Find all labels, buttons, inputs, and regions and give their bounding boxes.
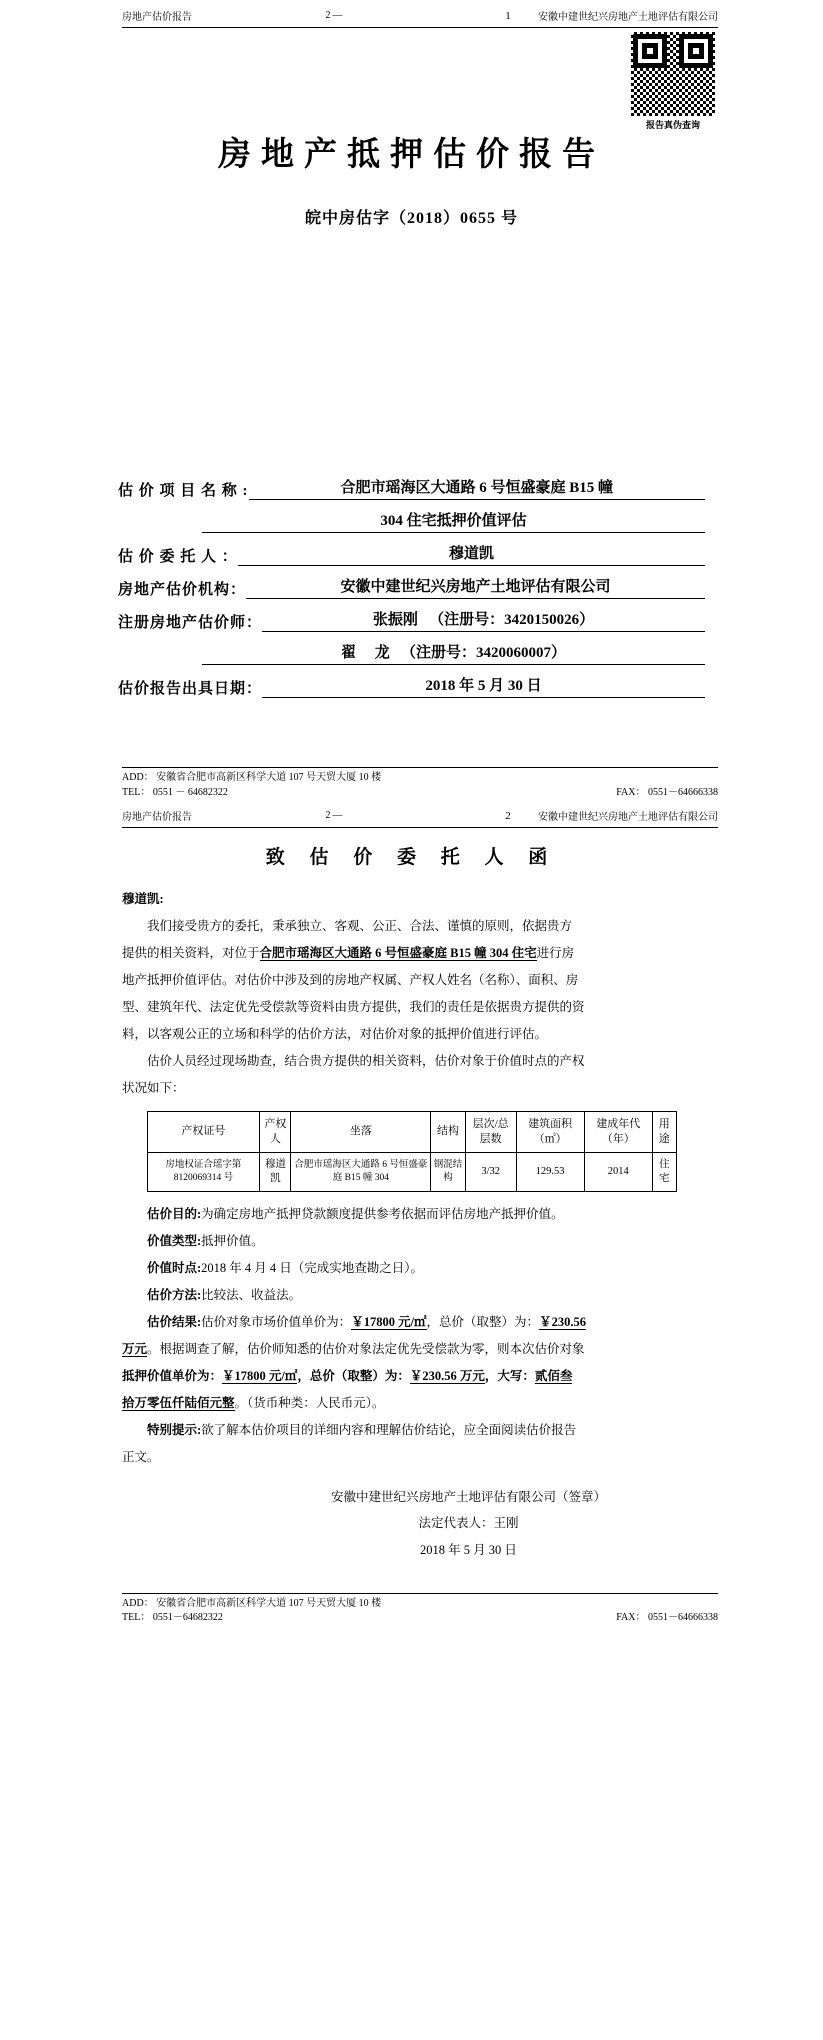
field-appraisal-agency [118,575,705,599]
subject-property-emphasis: 合肥市瑶海区大通路 6 号恒盛豪庭 B15 幢 304 住宅 [259,946,537,960]
footer-divider [122,1593,718,1594]
mortgage-unit-price: ￥17800 元/㎡ [222,1369,298,1384]
qr-code-block [631,32,715,131]
signature-block [122,1484,705,1563]
header-divider [122,827,718,828]
footer-fax: FAX： 0551－64666338 [616,786,718,798]
col-cert-no: 产权证号 [147,1112,260,1153]
footer-tel: TEL： 0551－64682322 [122,1612,223,1624]
item-value-date [122,1256,705,1281]
text-run: 。（货币种类：人民币元）。 [234,1396,385,1411]
field-client [118,542,705,566]
cell-area: 129.53 [516,1152,584,1191]
table-header-row [147,1112,676,1153]
field-label: 估 价 项 目 名 称 : [118,483,249,499]
item-label: 估价目的: [147,1207,202,1222]
paragraph-1-line-2 [122,941,705,966]
field-project-name [118,476,705,500]
field-value: 张振刚 （注册号：3420150026） [262,608,705,632]
total-price-unit: 万元 [122,1342,148,1357]
item-purpose [122,1202,705,1227]
cell-usage: 住宅 [652,1152,676,1191]
field-label: 估价报告出具日期： [118,681,263,697]
paragraph-1-line-5: 料，以客观公正的立场和科学的估价方法，对估价对象的抵押价值进行评估。 [122,1027,548,1041]
letter-body [122,887,705,1101]
unit-price-value: ￥17800 元/㎡ [351,1315,427,1330]
page-title: 房地产抵押估价报告 [218,137,605,173]
signature-legal-rep: 法定代表人：王刚 [418,1516,519,1531]
item-label: 估价结果: [147,1315,202,1330]
cell-location: 合肥市瑶海区大通路 6 号恒盛豪庭 B15 幢 304 [291,1152,431,1191]
amount-in-words-part1: 贰佰叁 [534,1369,573,1384]
col-owner: 产权人 [260,1112,291,1153]
item-text: 2018 年 4 月 4 日（完成实地查勘之日）。 [201,1261,424,1276]
item-label: 特别提示: [147,1423,202,1438]
item-text: 为确定房地产抵押贷款额度提供参考依据而评估房地产抵押价值。 [201,1207,564,1222]
letter-items [122,1202,705,1470]
item-notice-line-1 [122,1418,705,1443]
item-text: 抵押价值。 [201,1234,264,1249]
running-header-page-number: 2 [505,809,511,822]
property-table [147,1111,677,1192]
page1-footer [122,767,718,800]
col-usage: 用途 [652,1112,676,1153]
footer-address: ADD： 安徽省合肥市高新区科学大道 107 号天贸大厦 10 楼 [122,772,382,783]
field-issue-date [118,674,705,698]
running-header-page-number: 1 [505,9,511,22]
paragraph-1-line-4: 型、建筑年代、法定优先受偿款等资料由贵方提供，我们的责任是依据贵方提供的资 [122,1000,585,1014]
page2-running-header [122,800,718,827]
text-run: 欲了解本估价项目的详细内容和理解估价结论，应全面阅读估价报告 [201,1423,577,1438]
item-method [122,1283,705,1308]
text-run: ，总价（取整）为： [426,1315,540,1330]
running-header-middle: 2— [325,810,345,821]
table-row [147,1152,676,1191]
field-value: 2018 年 5 月 30 日 [262,674,705,698]
footer-divider [122,767,718,768]
item-value-type [122,1229,705,1254]
signature-company: 安徽中建世纪兴房地产土地评估有限公司（签章） [330,1490,606,1505]
field-value: 穆道凯 [238,542,705,566]
letter-title: 致 估 价 委 托 人 函 [265,847,558,868]
col-structure: 结构 [431,1112,466,1153]
running-header-middle: 2— [325,10,345,21]
item-result-line-3 [122,1364,705,1389]
item-notice-line-2: 正文。 [122,1450,160,1465]
salutation: 穆道凯: [122,892,164,906]
item-label: 价值时点: [147,1261,202,1276]
text-run: 抵押价值单价为： [122,1369,223,1384]
text-run: 进行房 [536,946,575,960]
field-value: 安徽中建世纪兴房地产土地评估有限公司 [246,575,705,599]
field-value: 304 住宅抵押价值评估 [202,509,705,533]
footer-tel: TEL： 0551 － 64682322 [122,786,228,798]
col-year-built: 建成年代（年） [584,1112,652,1153]
cell-floor: 3/32 [465,1152,516,1191]
report-number: 皖中房估字（2018）0655 号 [304,210,518,227]
item-result-line-2 [122,1337,705,1362]
cover-fields [118,476,705,698]
letter-to-client-page [0,800,823,1636]
field-label: 房地产估价机构： [118,582,247,598]
field-appraiser-1 [118,608,705,632]
footer-address: ADD： 安徽省合肥市高新区科学大道 107 号天贸大厦 10 楼 [122,1597,382,1609]
cell-structure: 钢混结构 [431,1152,466,1191]
qr-code-caption: 报告真伪查询 [645,120,700,130]
running-header-right: 安徽中建世纪兴房地产土地评估有限公司 [538,12,718,23]
item-result-line-1 [122,1310,705,1335]
signature-date: 2018 年 5 月 30 日 [420,1542,517,1557]
text-run: 估价对象市场价值单价为： [201,1315,352,1330]
item-label: 估价方法: [147,1288,202,1303]
cell-year-built: 2014 [584,1152,652,1191]
field-value: 翟 龙 （注册号：3420060007） [202,641,705,665]
footer-fax: FAX： 0551－64666338 [616,1612,718,1624]
field-label: 注册房地产估价师： [118,615,263,631]
page1-running-header [122,0,718,27]
col-floor: 层次/总层数 [465,1112,516,1153]
page2-footer [122,1593,718,1626]
text-run: 。根据调查了解，估价师知悉的估价对象法定优先受偿款为零，则本次估价对象 [147,1342,585,1357]
text-run: ，大写： [484,1369,535,1384]
qr-code-icon[interactable] [631,32,715,116]
paragraph-2-line-2: 状况如下： [122,1081,185,1095]
text-run: 我们接受贵方的委托，秉承独立、客观、公正、合法、谨慎的原则，依据贵方 [147,919,573,933]
amount-in-words-part2: 拾万零伍仟陆佰元整 [122,1396,235,1411]
cell-owner: 穆道凯 [260,1152,291,1191]
running-header-left: 房地产估价报告 [122,12,192,23]
col-location: 坐落 [291,1112,431,1153]
running-header-right: 安徽中建世纪兴房地产土地评估有限公司 [538,812,718,823]
item-text: 比较法、收益法。 [201,1288,302,1303]
text-run: ，总价（取整）为： [297,1369,410,1384]
total-price-value: ￥230.56 [539,1315,586,1330]
field-label: 估 价 委 托 人 ： [118,549,238,565]
header-divider [122,27,718,28]
paragraph-1-line-3: 地产抵押价值评估。对估价中涉及到的房地产权属、产权人姓名（名称）、面积、房 [122,973,579,987]
report-cover-page [0,0,823,800]
field-value: 合肥市瑶海区大通路 6 号恒盛豪庭 B15 幢 [249,476,706,500]
text-run: 提供的相关资料，对位于 [122,946,260,960]
col-area: 建筑面积（㎡） [516,1112,584,1153]
field-appraiser-2 [118,641,705,665]
field-project-name-cont [118,509,705,533]
mortgage-total-price: ￥230.56 万元 [409,1369,485,1384]
paragraph-1-line-1 [122,914,705,939]
item-label: 价值类型: [147,1234,202,1249]
paragraph-2-line-1: 估价人员经过现场勘查，结合贵方提供的相关资料，估价对象于价值时点的产权 [147,1054,585,1068]
item-result-line-4 [122,1391,705,1416]
running-header-left: 房地产估价报告 [122,812,192,823]
cell-cert-no: 房地权证合瑶字第8120069314 号 [147,1152,260,1191]
